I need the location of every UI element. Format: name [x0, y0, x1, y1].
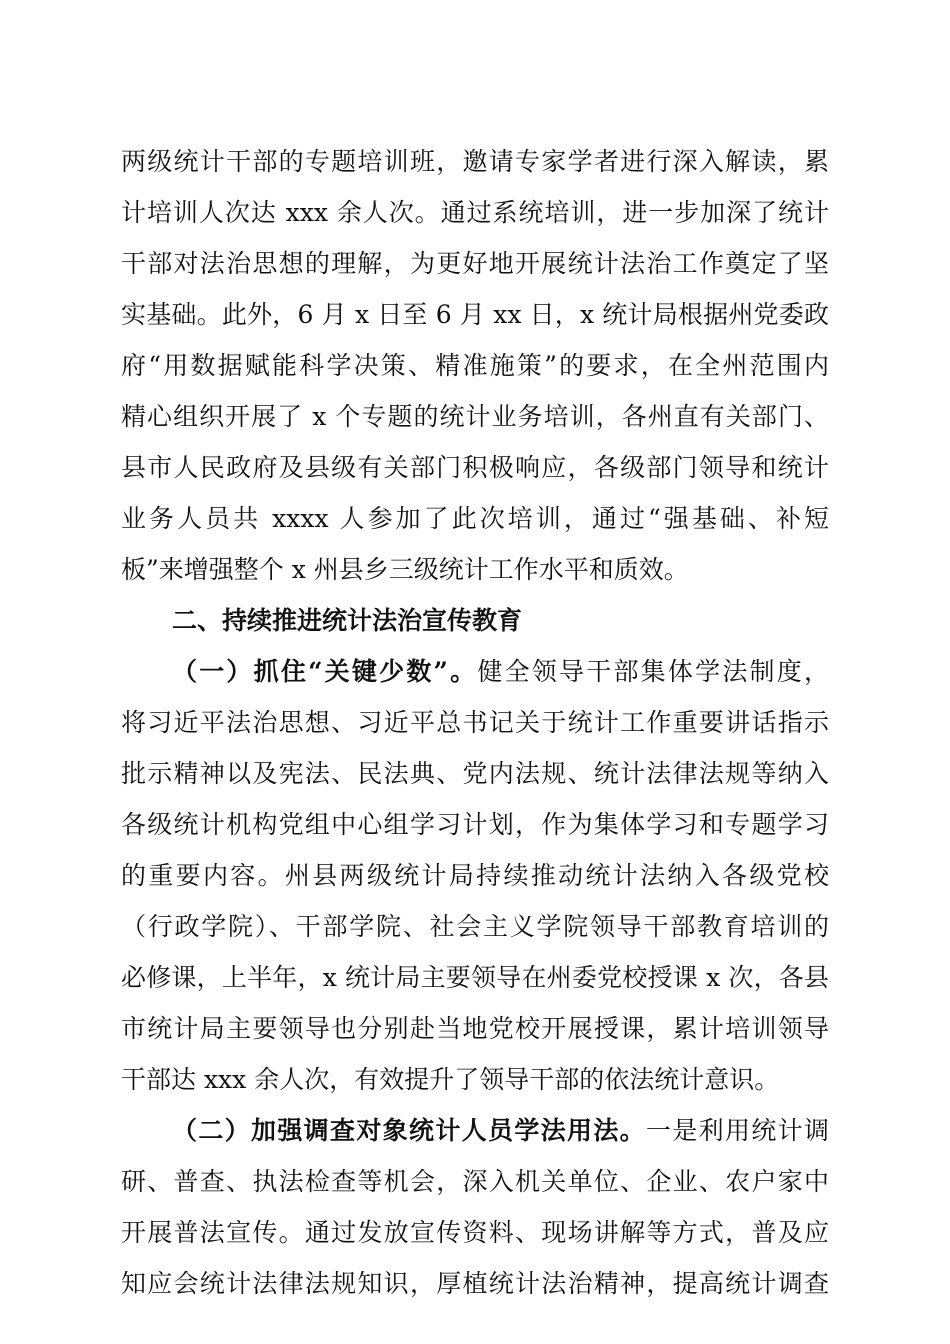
text-line: 将习近平法治思想、习近平总书记关于统计工作重要讲话指示 — [121, 708, 829, 737]
subheading-lead: （二）加强调查对象统计人员学法用法。 — [172, 1116, 646, 1145]
text-line: 业务人员共 xxxx 人参加了此次培训，通过“强基础、补短 — [121, 504, 829, 533]
text-segment: 一是利用统计调 — [645, 1116, 829, 1145]
text-line: 知应会统计法律法规知识，厚植统计法治精神，提高统计调查 — [121, 1269, 829, 1298]
text-line: 计培训人次达 xxx 余人次。通过系统培训，进一步加深了统计 — [121, 198, 829, 227]
text-line: 开展普法宣传。通过发放宣传资料、现场讲解等方式，普及应 — [121, 1218, 829, 1247]
text-line: 精心组织开展了 x 个专题的统计业务培训，各州直有关部门、 — [121, 402, 829, 431]
text-segment: 健全领导干部集体学法制度， — [477, 657, 829, 686]
text-line: 的重要内容。州县两级统计局持续推动统计法纳入各级党校 — [121, 861, 829, 890]
text-line: 干部达 xxx 余人次，有效提升了领导干部的依法统计意识。 — [121, 1065, 780, 1094]
text-line: 板”来增强整个 x 州县乡三级统计工作水平和质效。 — [121, 555, 689, 584]
section-heading: 二、持续推进统计法治宣传教育 — [172, 606, 523, 635]
text-line: 批示精神以及宪法、民法典、党内法规、统计法律法规等纳入 — [121, 759, 829, 788]
subheading-lead: （一）抓住“关键少数”。 — [172, 657, 478, 686]
text-line-first — [172, 655, 829, 689]
text-line: 各级统计机构党组中心组学习计划，作为集体学习和专题学习 — [121, 810, 829, 839]
text-line: 干部对法治思想的理解，为更好地开展统计法治工作奠定了坚 — [121, 249, 829, 278]
text-line-first — [172, 1114, 829, 1148]
text-line: 研、普查、执法检查等机会，深入机关单位、企业、农户家中 — [121, 1167, 829, 1196]
text-line: 市统计局主要领导也分别赴当地党校开展授课，累计培训领导 — [121, 1014, 829, 1043]
text-line: （行政学院）、干部学院、社会主义学院领导干部教育培训的 — [121, 912, 829, 941]
text-line: 实基础。此外，6 月 x 日至 6 月 xx 日，x 统计局根据州党委政 — [121, 300, 829, 329]
text-line: 必修课，上半年，x 统计局主要领导在州委党校授课 x 次，各县 — [121, 963, 829, 992]
text-line: 县市人民政府及县级有关部门积极响应，各级部门领导和统计 — [121, 453, 829, 482]
text-line: 两级统计干部的专题培训班，邀请专家学者进行深入解读，累 — [121, 147, 829, 176]
text-line: 府“用数据赋能科学决策、精准施策”的要求，在全州范围内 — [121, 351, 829, 380]
